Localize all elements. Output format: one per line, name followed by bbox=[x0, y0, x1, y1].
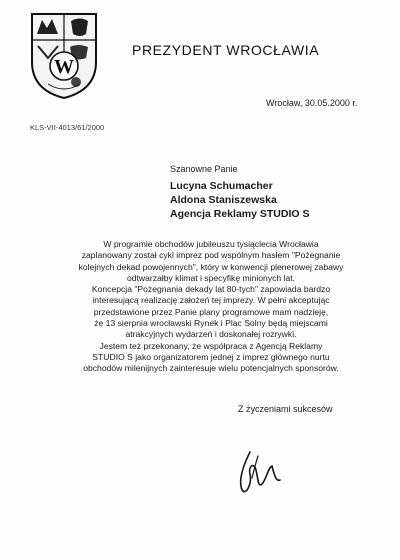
body-line: przedstawione przez Panie plany programowe mam nadzieję, bbox=[93, 306, 329, 317]
recipient-agency: Agencja Reklamy STUDIO S bbox=[170, 208, 310, 220]
recipient-name: Aldona Staniszewska bbox=[170, 194, 277, 206]
reference-number: KLS-VII-4013/61/2000 bbox=[30, 123, 105, 132]
body-line: interesującą realizację założeń tej imprezy. W pełni akceptując bbox=[92, 295, 330, 306]
closing-line: Z życzeniami sukcesów bbox=[238, 404, 333, 414]
body-line: zaplanowany został cykl imprez pod wspólnym hasłem "Pożegnanie bbox=[81, 250, 341, 261]
body-line: kolejnych dekad powojennych", który w konwencji plenerowej zabawy bbox=[78, 261, 344, 272]
signature-icon bbox=[228, 444, 284, 500]
page-title: PREZYDENT WROCŁAWIA bbox=[132, 42, 320, 58]
svg-text:W: W bbox=[54, 56, 74, 78]
body-line: atrakcyjnych wydarzeń i doskonałej rozrywki. bbox=[125, 329, 297, 340]
body-line: Jestem też przekonany, że współpraca z Agencją Reklamy bbox=[99, 340, 323, 351]
salutation: Szanowne Panie bbox=[170, 164, 238, 174]
wroclaw-coat-of-arms-icon bbox=[28, 10, 100, 100]
body-line: że 13 sierpnia wrocławski Rynek i Plac Solny będą miejscami bbox=[94, 318, 328, 329]
recipient-block bbox=[170, 164, 309, 221]
body-line: STUDIO S jako organizatorem jednej z imprez głównego nurtu bbox=[92, 351, 330, 362]
recipient-name: Lucyna Schumacher bbox=[170, 180, 273, 192]
body-line: Koncepcja "Pożegnania dekady lat 80-tych" zapowiada bardzo bbox=[91, 284, 331, 295]
letter-date: Wrocław, 30.05.2000 r. bbox=[266, 98, 358, 108]
body-line: W programie obchodów jubileuszu tysiąclecia Wrocławia bbox=[103, 239, 319, 249]
body-line: odtwarzałby klimat i specyfikę minionych lat. bbox=[126, 272, 296, 283]
body-line: obchodów milenijnych zainteresuje wielu potencjalnych sponsorów. bbox=[83, 363, 339, 374]
letter-body bbox=[68, 239, 354, 375]
